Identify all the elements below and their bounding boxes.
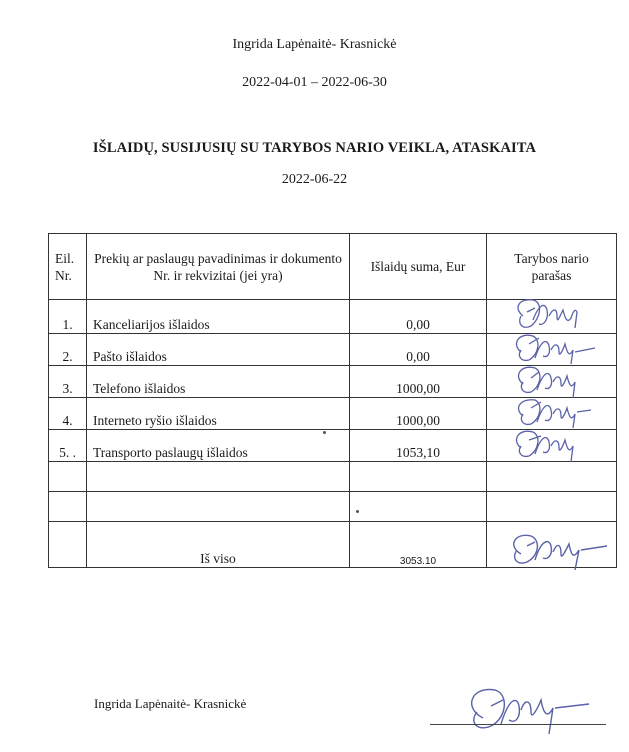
row-amount: 0,00 [350, 300, 487, 334]
row-description: Transporto paslaugų išlaidos [87, 430, 350, 462]
row-number: 3. [49, 366, 87, 398]
column-header-nr: Eil. Nr. [49, 234, 87, 300]
row-number: 1. [49, 300, 87, 334]
row-description: Pašto išlaidos [87, 334, 350, 366]
row-number: 4. [49, 398, 87, 430]
row-description: Interneto ryšio išlaidos [87, 398, 350, 430]
column-header-signature: Tarybos nario parašas [487, 234, 617, 300]
total-amount: 3053.10 [350, 522, 487, 568]
stray-mark [323, 431, 326, 434]
author-name: Ingrida Lapėnaitė- Krasnickė [232, 37, 397, 52]
row-description: Kanceliarijos išlaidos [87, 300, 350, 334]
row-number: 5. . [49, 430, 87, 462]
signature-line [430, 724, 606, 725]
total-label: Iš viso [87, 522, 350, 568]
report-date: 2022-06-22 [281, 172, 348, 187]
total-signature-cell [487, 522, 617, 568]
table-row-empty [49, 492, 617, 522]
row-signature-cell [487, 430, 617, 462]
column-header-description: Prekių ar paslaugų pavadinimas ir dokumento Nr. ir rekvizitai (jei yra) [87, 234, 350, 300]
table-total-row [49, 522, 617, 568]
row-number: 2. [49, 334, 87, 366]
table-row-empty [49, 462, 617, 492]
row-amount: 0,00 [350, 334, 487, 366]
stray-mark [356, 510, 359, 513]
table-row [49, 430, 617, 462]
row-amount: 1053,10 [350, 430, 487, 462]
footer-signature [455, 678, 595, 738]
row-description: Telefono išlaidos [87, 366, 350, 398]
expense-table [48, 233, 617, 568]
row-amount: 1000,00 [350, 366, 487, 398]
handwritten-signature [509, 424, 597, 464]
column-header-amount: Išlaidų suma, Eur [350, 234, 487, 300]
report-title: IŠLAIDŲ, SUSIJUSIŲ SU TARYBOS NARIO VEIKLA, ATASKAITA [92, 140, 537, 156]
report-period: 2022-04-01 – 2022-06-30 [242, 75, 387, 90]
footer-name: Ingrida Lapėnaitė- Krasnickė [94, 696, 247, 711]
handwritten-signature [501, 526, 611, 570]
table-header-row [49, 234, 617, 300]
row-amount: 1000,00 [350, 398, 487, 430]
